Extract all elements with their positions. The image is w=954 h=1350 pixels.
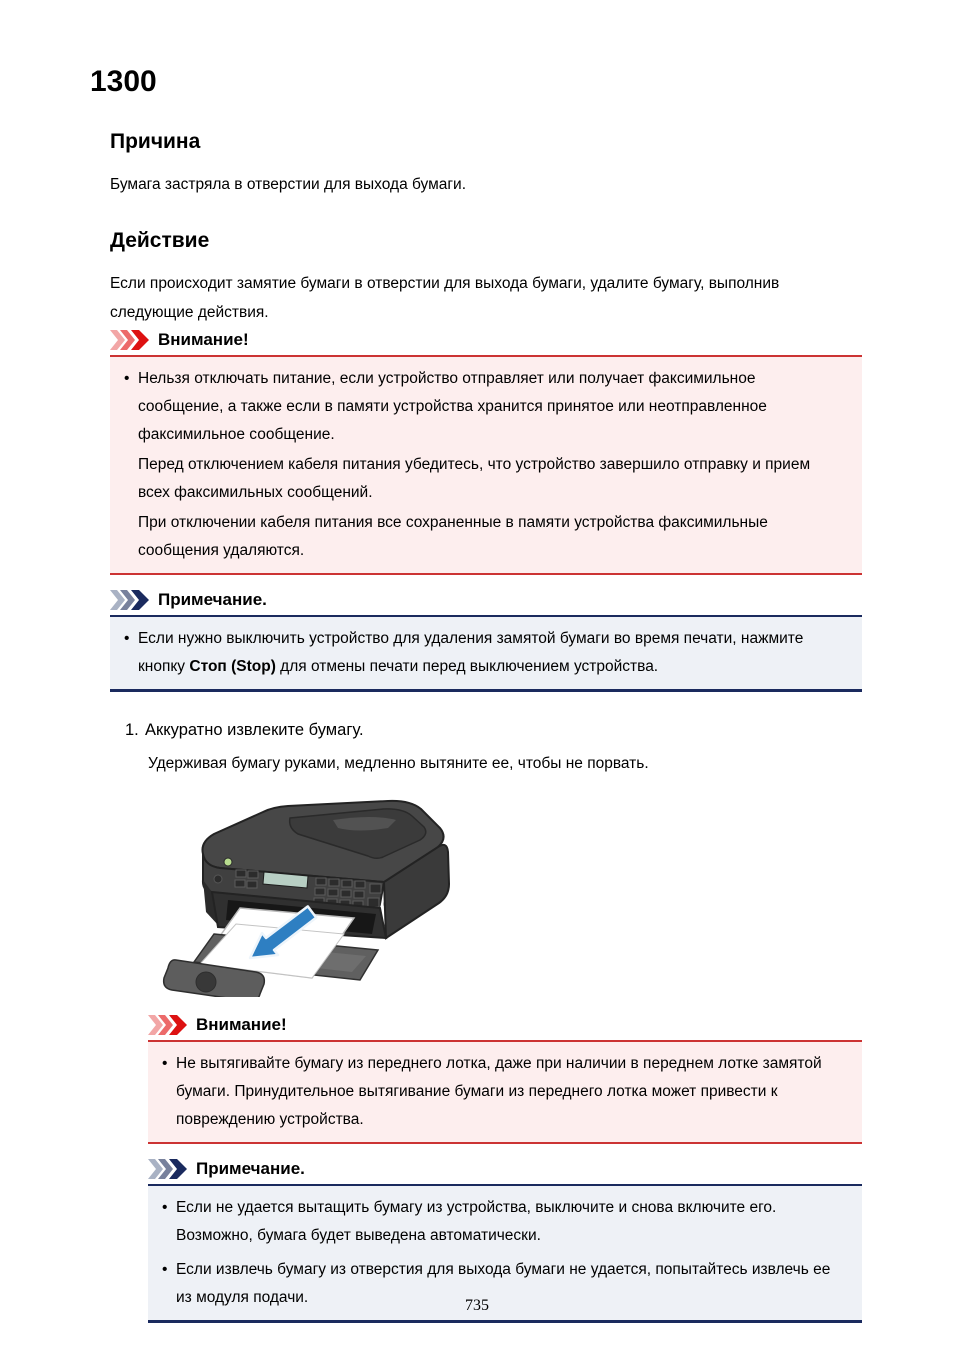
note2-header [148, 1158, 862, 1180]
panel-round-button [214, 875, 222, 883]
attention2-label: Внимание! [196, 1015, 287, 1034]
note1-label: Примечание. [158, 590, 267, 609]
note-chevrons-icon [148, 1159, 188, 1179]
note2-item: • Если извлечь бумагу из отверстия для выхода бумаги не удается, попытайтесь извлечь ее из модуля подачи. [160, 1256, 842, 1312]
attention1-list [122, 365, 842, 565]
step-1 [125, 718, 862, 1323]
attention1-paragraph: • Нельзя отключать питание, если устройство отправляет или получает факсимильное сообщение, а также если в памяти устройства хранится принятое или неотправленное факсимильное сообщение. [138, 370, 767, 443]
power-led [224, 858, 232, 866]
page-content [110, 130, 862, 1323]
note2-item: • Если не удается вытащить бумагу из устройства, выключите и снова включите его. Возможно, бумага будет выведена автоматически. [160, 1194, 842, 1250]
attention1-paragraph: Перед отключением кабеля питания убедитесь, что устройство завершило отправку и прием всех факсимильных сообщений. [138, 456, 811, 501]
printer-illustration [148, 792, 458, 997]
note1-list [122, 625, 842, 681]
attention2-item: • Не вытягивайте бумагу из переднего лотка, даже при наличии в переднем лотке замятой бумаги. Принудительное вытягивание бумаги из переднего лотка может привести к повреждению устройства. [160, 1050, 842, 1134]
attention1-box [110, 355, 862, 575]
tray-extension-hole [196, 972, 216, 992]
attention2-box [148, 1040, 862, 1144]
attention-chevrons-icon [148, 1015, 188, 1035]
attention1-item [122, 365, 842, 565]
step-1-description: Удерживая бумагу руками, медленно вытяните ее, чтобы не порвать. [148, 755, 649, 772]
step-1-title: Аккуратно извлеките бумагу. [145, 721, 364, 739]
note1-header [110, 589, 862, 611]
cause-heading: Причина [110, 130, 201, 153]
note1-text-suffix: для отмены печати перед выключением устройства. [275, 658, 659, 675]
page-number: 735 [465, 1297, 489, 1314]
note2-list [160, 1194, 842, 1312]
attention-chevrons-icon [110, 330, 150, 350]
note-chevrons-icon [110, 590, 150, 610]
attention1-header [110, 329, 862, 351]
attention2-header [148, 1014, 862, 1036]
attention1-paragraph: При отключении кабеля питания все сохраненные в памяти устройства факсимильные сообщения удаляются. [138, 514, 768, 559]
action-heading: Действие [110, 229, 210, 252]
step-1-title-row [125, 718, 862, 742]
action-text: Если происходит замятие бумаги в отверстии для выхода бумаги, удалите бумагу, выполнив следующие действия. [110, 275, 780, 321]
note1-box [110, 615, 862, 692]
cause-text: Бумага застряла в отверстии для выхода бумаги. [110, 176, 467, 193]
step-1-body [148, 752, 862, 1323]
note1-text-prefix: Если нужно выключить устройство для удаления замятой бумаги во время печати, нажмите кнопку [138, 630, 804, 675]
attention1-label: Внимание! [158, 330, 249, 349]
stop-button-name: Стоп (Stop) [189, 658, 276, 675]
error-code-heading: 1300 [90, 65, 157, 98]
note1-item [122, 625, 842, 681]
attention2-list [160, 1050, 842, 1134]
step-1-number: 1. [125, 721, 139, 739]
note2-label: Примечание. [196, 1159, 305, 1178]
